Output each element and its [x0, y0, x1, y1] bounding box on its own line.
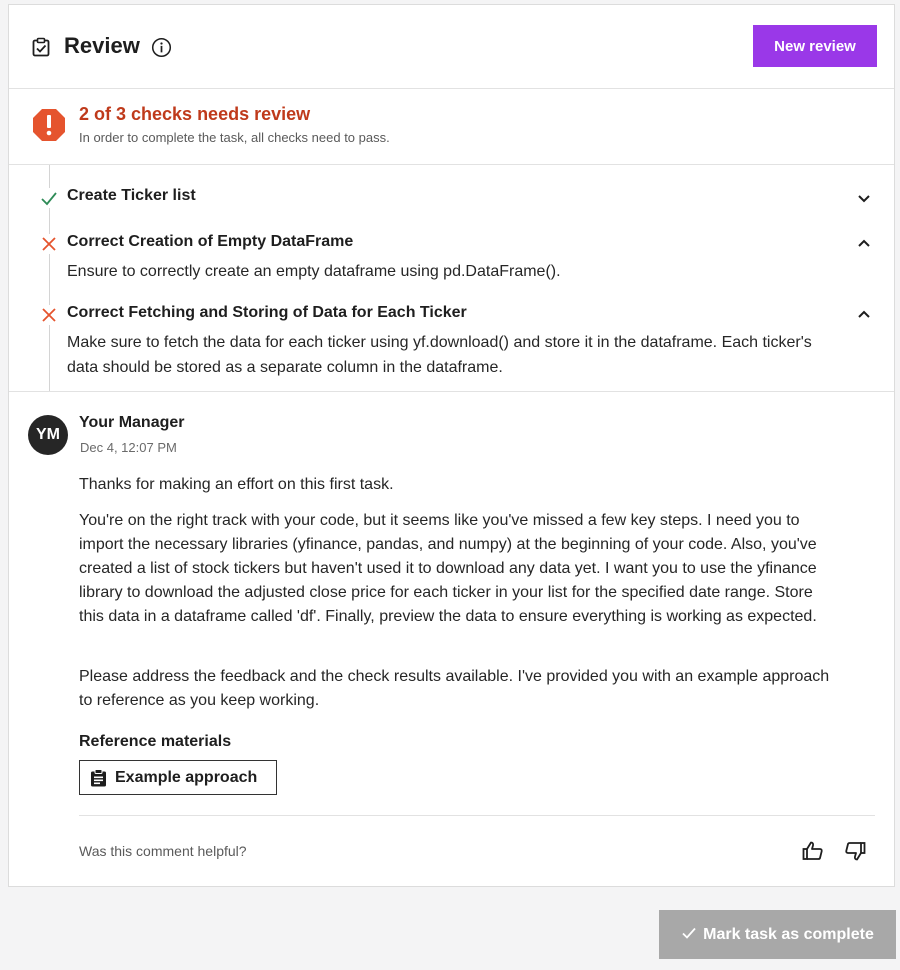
- helpful-prompt: Was this comment helpful?: [79, 843, 247, 859]
- avatar: YM: [28, 415, 68, 455]
- alert-octagon-icon: [32, 108, 66, 142]
- x-icon: [39, 234, 59, 254]
- comment-author: Your Manager: [79, 414, 185, 431]
- review-status-banner: [9, 89, 894, 165]
- divider: [79, 815, 875, 816]
- chevron-down-icon[interactable]: [855, 189, 873, 207]
- chevron-up-icon[interactable]: [855, 235, 873, 253]
- comment-paragraph: You're on the right track with your code, but it seems like you've missed a few key steps. I need you to import the necessary libraries (yfinance, pandas, and numpy) at the beginning of your code. Also, you've created a list of stock tickers but haven't used it to download any data yet. I want you to use the yfinance library to download the adjusted close price for each ticker in your list for the specified date range. Store this data in a dataframe called 'df'. Finally, preview the data to ensure everything is working as expected.: [79, 512, 817, 625]
- review-header: [9, 5, 894, 89]
- new-review-button[interactable]: New review: [753, 25, 877, 67]
- check-title: Create Ticker list: [67, 187, 196, 204]
- comment-timestamp: Dec 4, 12:07 PM: [80, 440, 177, 455]
- thumbs-down-icon[interactable]: [843, 839, 867, 863]
- check-title: Correct Fetching and Storing of Data for Each Ticker: [67, 304, 467, 321]
- status-subtitle: In order to complete the task, all checks need to pass.: [79, 130, 390, 145]
- example-approach-button[interactable]: [79, 760, 277, 795]
- thumbs-up-icon[interactable]: [801, 839, 825, 863]
- example-approach-label: Example approach: [115, 769, 258, 786]
- status-title: 2 of 3 checks needs review: [79, 104, 311, 124]
- check-description: Ensure to correctly create an empty dataframe using pd.DataFrame().: [67, 263, 561, 280]
- check-icon: [39, 188, 59, 208]
- check-description: Make sure to fetch the data for each ticker using yf.download() and store it in the dataframe. Each ticker's data should be stored as a separate column in the dataframe.: [67, 334, 812, 376]
- review-panel: [8, 4, 895, 887]
- mark-complete-label: Mark task as complete: [703, 926, 874, 943]
- info-icon[interactable]: [151, 37, 172, 58]
- reference-materials-label: Reference materials: [79, 733, 232, 750]
- x-icon: [39, 305, 59, 325]
- mark-task-complete-button[interactable]: [659, 910, 896, 959]
- clipboard-icon: [90, 769, 107, 787]
- comment-paragraph: Thanks for making an effort on this first task.: [79, 476, 394, 493]
- clipboard-check-icon: [31, 37, 51, 57]
- checks-list: [9, 165, 894, 392]
- check-title: Correct Creation of Empty DataFrame: [67, 233, 354, 250]
- comment-paragraph: Please address the feedback and the check results available. I've provided you with an example approach to reference as you keep working.: [79, 668, 830, 709]
- manager-comment: [9, 392, 894, 887]
- check-icon: [681, 925, 697, 941]
- chevron-up-icon[interactable]: [855, 306, 873, 324]
- page-title: Review: [64, 33, 140, 58]
